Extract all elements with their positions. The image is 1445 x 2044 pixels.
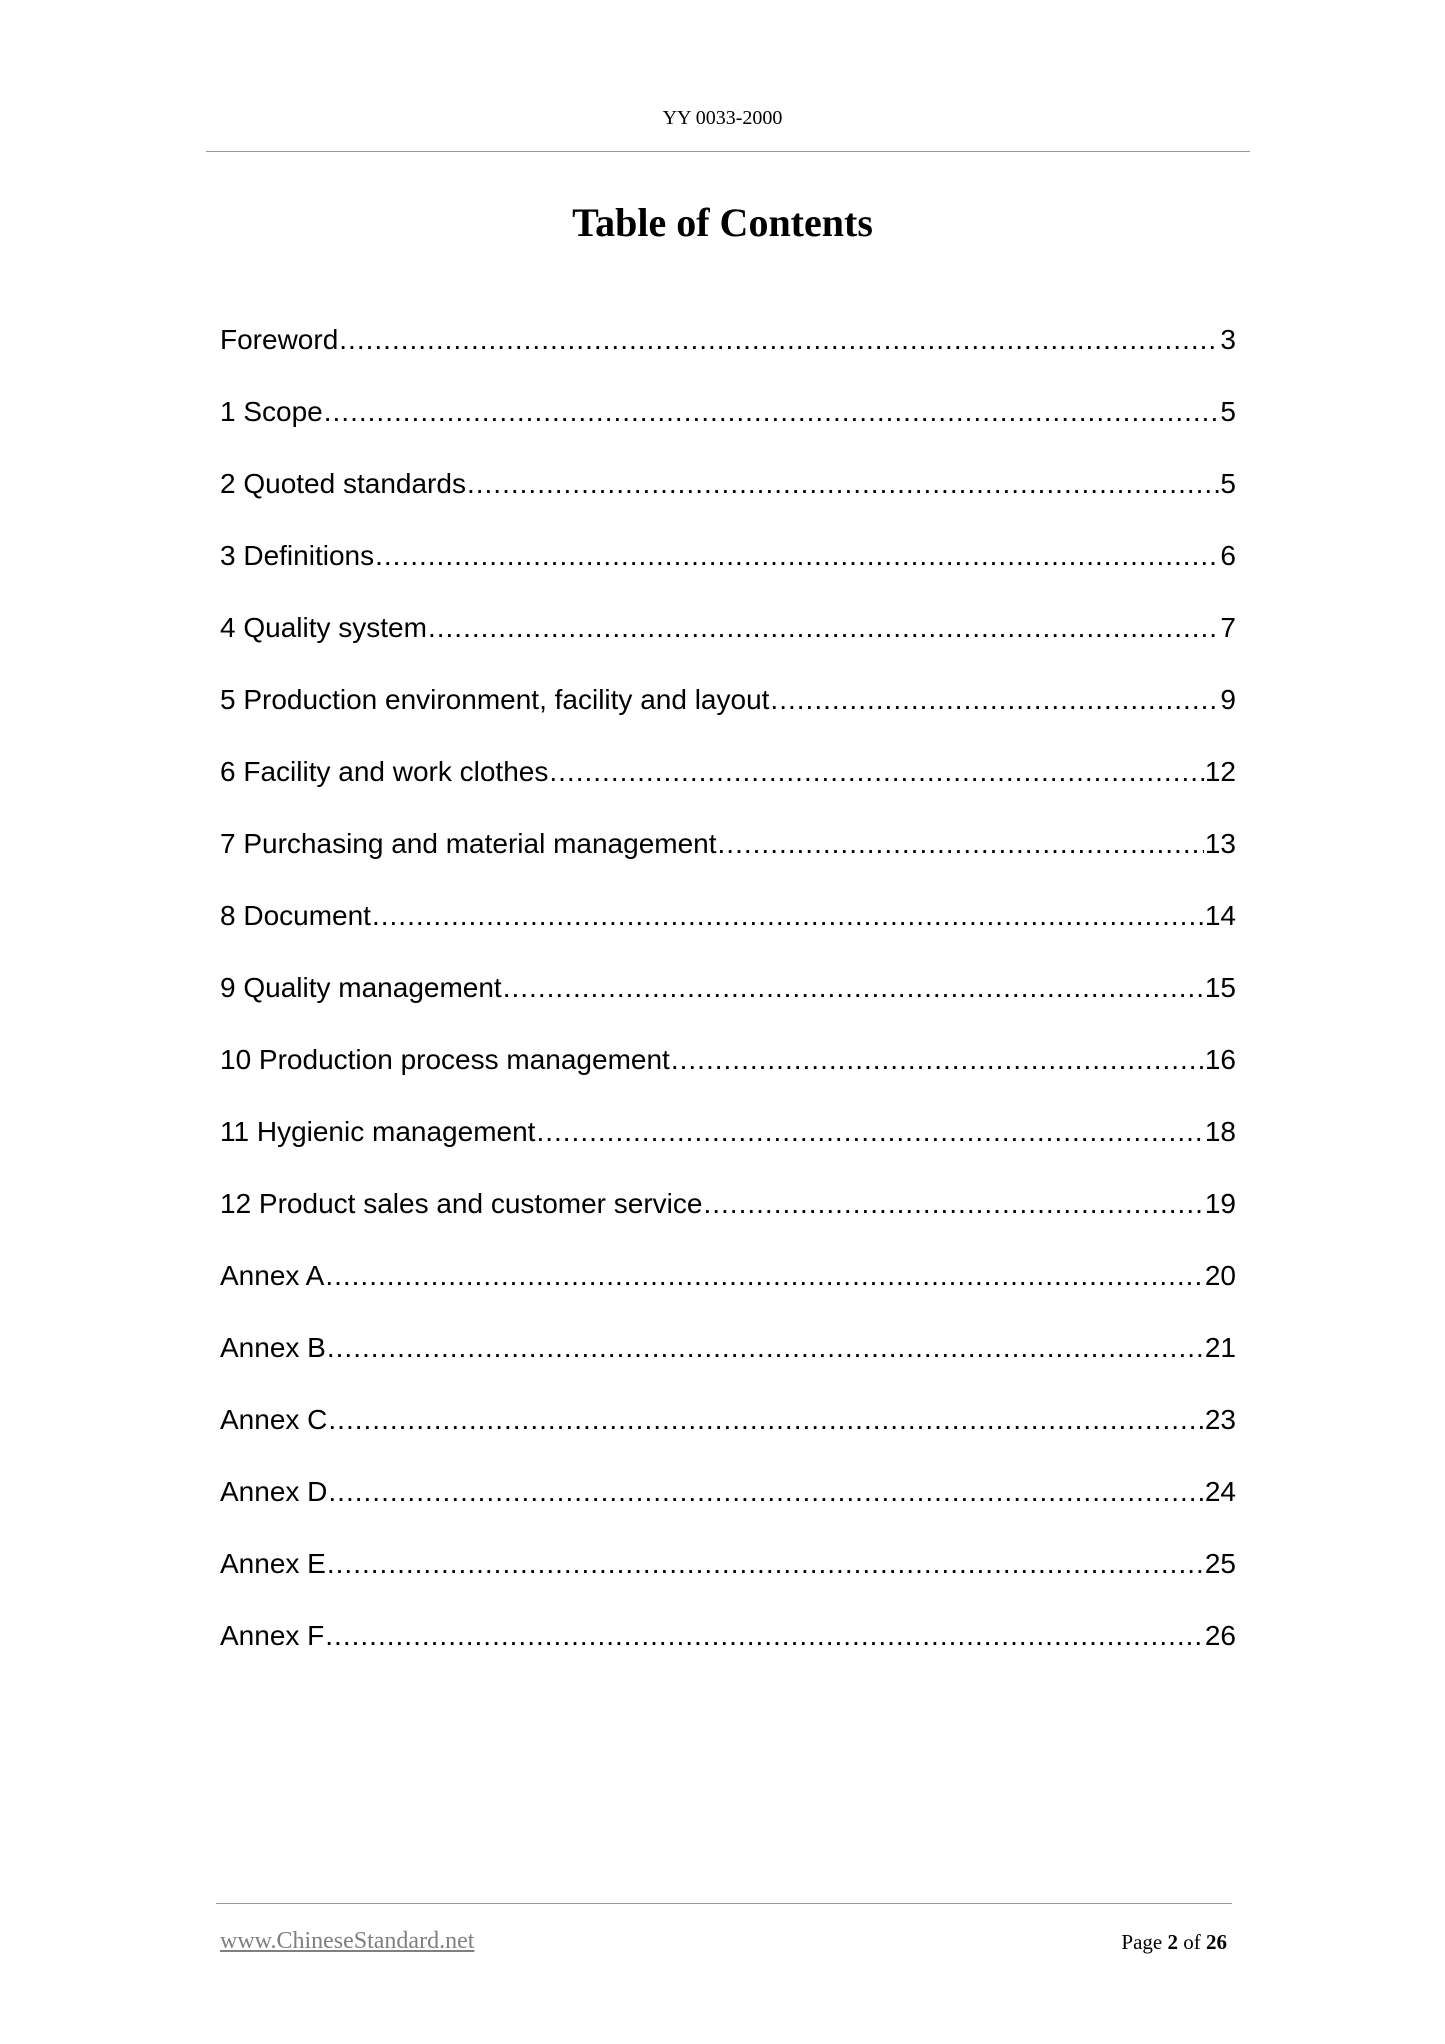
toc-dot-leader [324, 394, 1220, 430]
toc-entry[interactable] [220, 1474, 1236, 1546]
toc-dot-leader [671, 1042, 1204, 1078]
toc-entry[interactable] [220, 970, 1236, 1042]
toc-entry-label: Foreword [220, 324, 339, 355]
total-page-count: 26 [1206, 1930, 1227, 1954]
toc-entry-label: Annex A [220, 1260, 325, 1291]
toc-entry-page-number: 19 [1204, 1188, 1236, 1219]
toc-entry-label: 1 Scope [220, 396, 323, 427]
toc-entry-page-number: 16 [1204, 1044, 1236, 1075]
toc-entry-page-number: 9 [1220, 684, 1236, 715]
website-link[interactable]: www.ChineseStandard.net [220, 1928, 475, 1954]
toc-dot-leader [328, 1402, 1203, 1438]
toc-entry-page-number: 12 [1204, 756, 1236, 787]
toc-entry[interactable] [220, 1114, 1236, 1186]
toc-dot-leader [327, 1546, 1204, 1582]
header-divider [206, 151, 1250, 152]
toc-entry-label: Annex E [220, 1548, 326, 1579]
toc-entry-label: Annex D [220, 1476, 328, 1507]
toc-entry-label: 4 Quality system [220, 612, 427, 643]
toc-dot-leader [428, 610, 1219, 646]
toc-dot-leader [703, 1186, 1203, 1222]
page-word: Page [1121, 1930, 1163, 1954]
toc-entry-page-number: 25 [1204, 1548, 1236, 1579]
toc-entry-label: 12 Product sales and customer service [220, 1188, 703, 1219]
toc-entry[interactable] [220, 898, 1236, 970]
page-title: Table of Contents [572, 200, 873, 245]
toc-entry[interactable] [220, 1330, 1236, 1402]
toc-dot-leader [372, 898, 1204, 934]
toc-dot-leader [718, 826, 1204, 862]
toc-entry-page-number: 3 [1220, 324, 1236, 355]
toc-entry-label: Annex C [220, 1404, 328, 1435]
toc-entry[interactable] [220, 538, 1236, 610]
toc-entry[interactable] [220, 322, 1236, 394]
toc-entry-page-number: 24 [1204, 1476, 1236, 1507]
toc-entry[interactable] [220, 1042, 1236, 1114]
toc-entry[interactable] [220, 682, 1236, 754]
toc-dot-leader [770, 682, 1219, 718]
toc-entry-page-number: 20 [1204, 1260, 1236, 1291]
toc-entry[interactable] [220, 826, 1236, 898]
toc-entry[interactable] [220, 1258, 1236, 1330]
toc-dot-leader [325, 1258, 1204, 1294]
toc-entry-page-number: 21 [1204, 1332, 1236, 1363]
toc-dot-leader [328, 1474, 1203, 1510]
toc-entry-page-number: 18 [1204, 1116, 1236, 1147]
toc-dot-leader [375, 538, 1219, 574]
of-word: of [1183, 1930, 1201, 1954]
toc-entry-label: 2 Quoted standards [220, 468, 466, 499]
toc-entry-page-number: 13 [1204, 828, 1236, 859]
toc-entry-page-number: 23 [1204, 1404, 1236, 1435]
toc-entry-label: 8 Document [220, 900, 371, 931]
toc-dot-leader [536, 1114, 1203, 1150]
toc-entry-label: 5 Production environment, facility and layout [220, 684, 770, 715]
footer-divider [216, 1903, 1232, 1904]
toc-entry[interactable] [220, 1618, 1236, 1690]
toc-entry-page-number: 26 [1204, 1620, 1236, 1651]
toc-entry[interactable] [220, 466, 1236, 538]
toc-entry-page-number: 5 [1220, 396, 1236, 427]
toc-dot-leader [327, 1330, 1204, 1366]
toc-entry-page-number: 5 [1220, 468, 1236, 499]
toc-entry-label: 6 Facility and work clothes [220, 756, 549, 787]
document-code: YY 0033-2000 [662, 107, 783, 129]
toc-entry-page-number: 14 [1204, 900, 1236, 931]
toc-dot-leader [503, 970, 1204, 1006]
toc-entry-page-number: 7 [1220, 612, 1236, 643]
toc-entry-label: 7 Purchasing and material management [220, 828, 717, 859]
toc-entry-label: 3 Definitions [220, 540, 375, 571]
table-of-contents [220, 322, 1236, 1690]
toc-entry-page-number: 6 [1220, 540, 1236, 571]
toc-dot-leader [325, 1618, 1204, 1654]
toc-dot-leader [467, 466, 1219, 502]
toc-dot-leader [549, 754, 1203, 790]
toc-entry[interactable] [220, 610, 1236, 682]
current-page-number: 2 [1167, 1930, 1178, 1954]
toc-entry-label: 9 Quality management [220, 972, 502, 1003]
toc-entry-label: Annex B [220, 1332, 326, 1363]
toc-entry[interactable] [220, 1186, 1236, 1258]
toc-entry-page-number: 15 [1204, 972, 1236, 1003]
toc-entry-label: 10 Production process management [220, 1044, 670, 1075]
page-number [1121, 1928, 1227, 1956]
toc-entry[interactable] [220, 1546, 1236, 1618]
toc-entry-label: Annex F [220, 1620, 325, 1651]
toc-entry[interactable] [220, 754, 1236, 826]
toc-dot-leader [339, 322, 1219, 358]
toc-entry-label: 11 Hygienic management [220, 1116, 536, 1147]
toc-entry[interactable] [220, 1402, 1236, 1474]
toc-entry[interactable] [220, 394, 1236, 466]
